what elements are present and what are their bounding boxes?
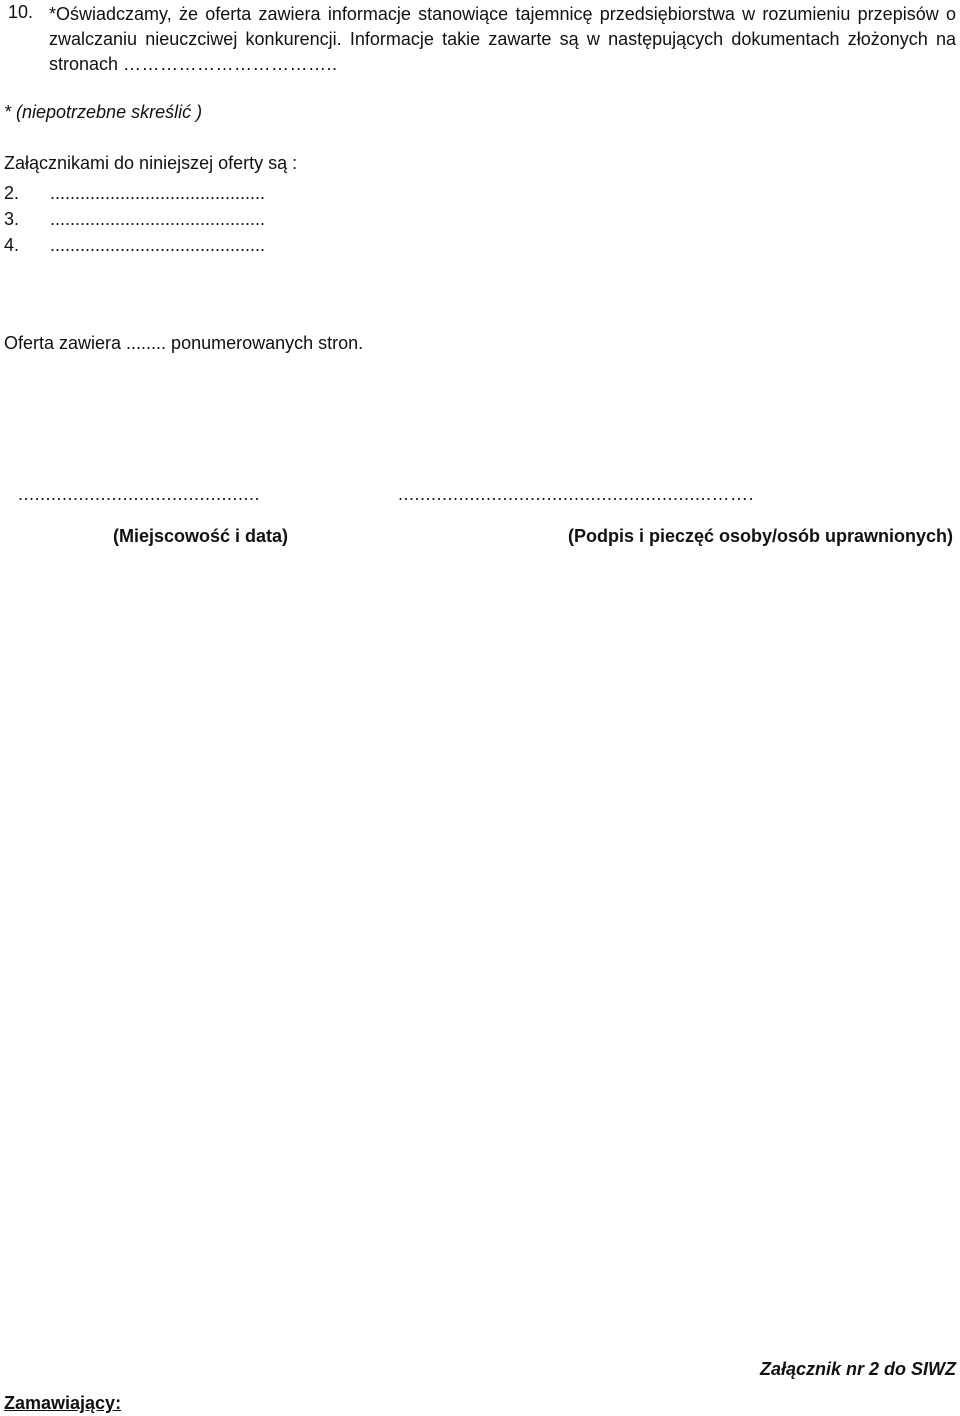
clause-body: *Oświadczamy, że oferta zawiera informacje stanowiące tajemnicę przedsiębiorstwa w rozumieniu przepisów o zwalczaniu nieuczciwej konkurencji. Informacje takie zawarte są w następujących dokumentach złożonych na stronach	[49, 4, 956, 74]
strike-note: * (niepotrzebne skreślić )	[4, 102, 203, 122]
clause-number: 10.	[8, 2, 34, 22]
attachment-fill: ...........................................	[50, 183, 266, 203]
list-item	[4, 232, 265, 258]
pages-statement: Oferta zawiera ........ ponumerowanych stron.	[4, 333, 364, 353]
clause-text	[49, 2, 956, 77]
attachment-number: 2.	[4, 183, 20, 203]
list-item	[4, 180, 265, 206]
signature-line: .........................................................…….	[398, 484, 755, 504]
orderer-label: Zamawiający:	[4, 1393, 122, 1413]
clause-pages-fill: ……………………………..	[123, 54, 338, 74]
attachments-list	[4, 180, 265, 258]
list-item	[4, 206, 265, 232]
place-date-label: (Miejscowość i data)	[113, 526, 289, 546]
attachment-fill: ...........................................	[50, 235, 266, 255]
attachment-number: 3.	[4, 209, 20, 229]
attachments-heading: Załącznikami do niniejszej oferty są :	[4, 153, 298, 173]
attachment-number: 4.	[4, 235, 20, 255]
signature-label: (Podpis i pieczęć osoby/osób uprawnionych)	[568, 526, 954, 546]
attachment-fill: ...........................................	[50, 209, 266, 229]
annex-label: Załącznik nr 2 do SIWZ	[760, 1359, 957, 1379]
place-date-line: ............................................	[18, 484, 261, 504]
